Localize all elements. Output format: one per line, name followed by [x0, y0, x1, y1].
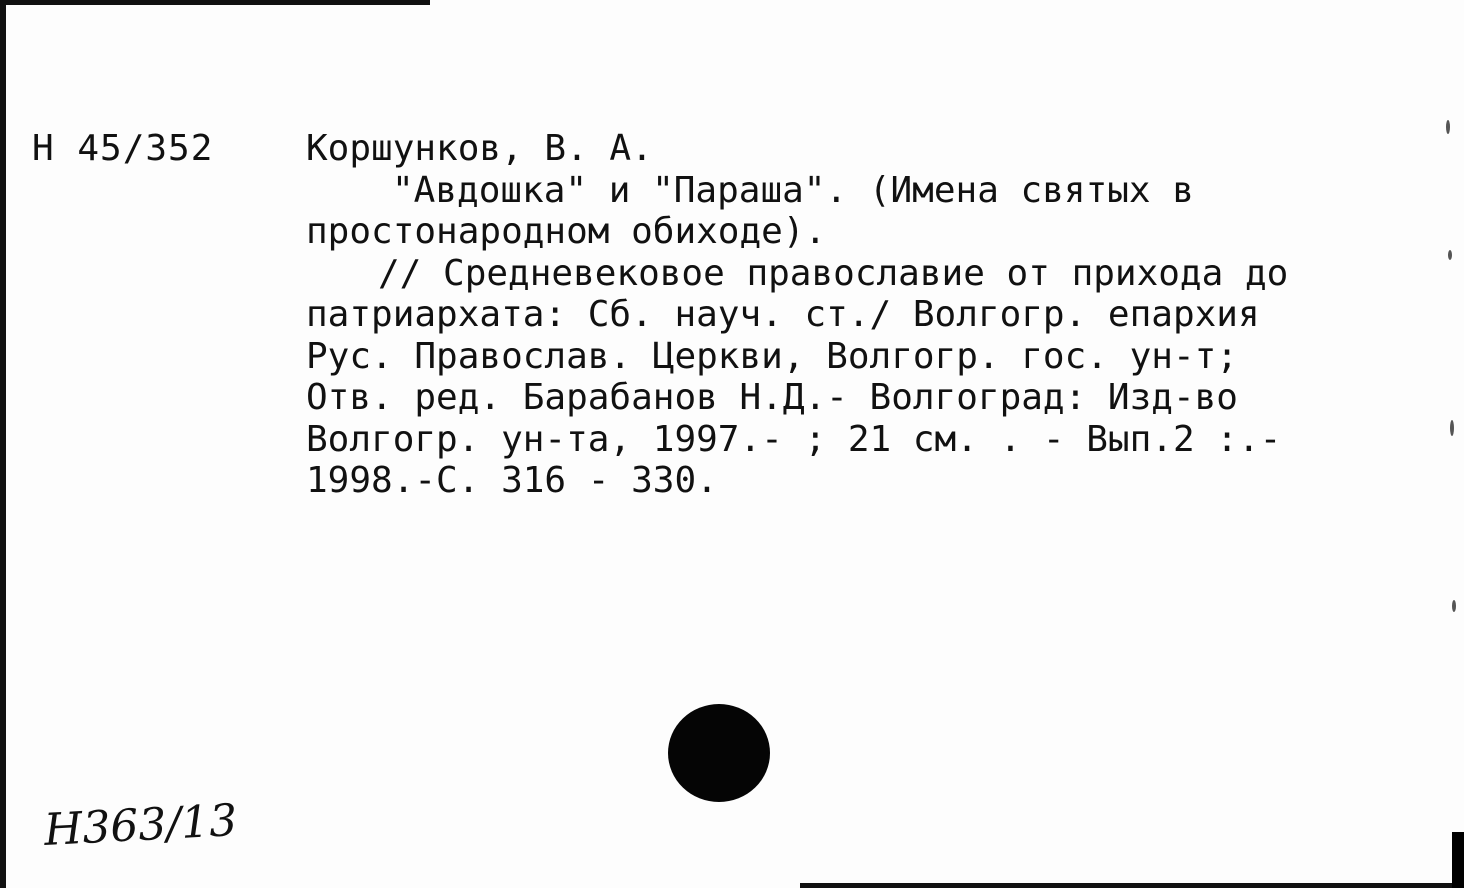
title-line-1: "Авдошка" и "Параша". (Имена святых в	[392, 169, 1194, 211]
handwritten-inventory-number: Н363/13	[42, 794, 239, 857]
source-line-4: Отв. ред. Барабанов Н.Д.- Волгоград: Изд-во	[306, 377, 1238, 418]
source-line-6: 1998.-С. 316 - 330.	[306, 460, 718, 501]
card-edge-bottom	[800, 883, 1464, 888]
source-line-1: // Средневековое православие от прихода до	[378, 252, 1289, 294]
card-edge-left	[0, 0, 6, 888]
shelf-mark: Н 45/352	[32, 128, 214, 169]
author: Коршунков, В. А.	[306, 128, 653, 169]
title-line-2: простонародном обиходе).	[306, 211, 827, 252]
punch-hole	[668, 704, 770, 802]
card-edge-top	[0, 0, 430, 5]
scan-speck	[1450, 420, 1454, 436]
source-line-2: патриархата: Сб. науч. ст./ Волгогр. епархия	[306, 294, 1260, 335]
scan-speck	[1448, 250, 1452, 260]
source-line-3: Рус. Православ. Церкви, Волгогр. гос. ун-т;	[306, 335, 1238, 377]
bibliographic-entry	[306, 128, 1416, 502]
scan-speck	[1452, 600, 1456, 612]
source-line-5: Волгогр. ун-та, 1997.- ; 21 см. . - Вып.2 :.-	[306, 418, 1282, 460]
scan-speck	[1446, 120, 1450, 134]
card-edge-right-mark	[1452, 832, 1464, 888]
